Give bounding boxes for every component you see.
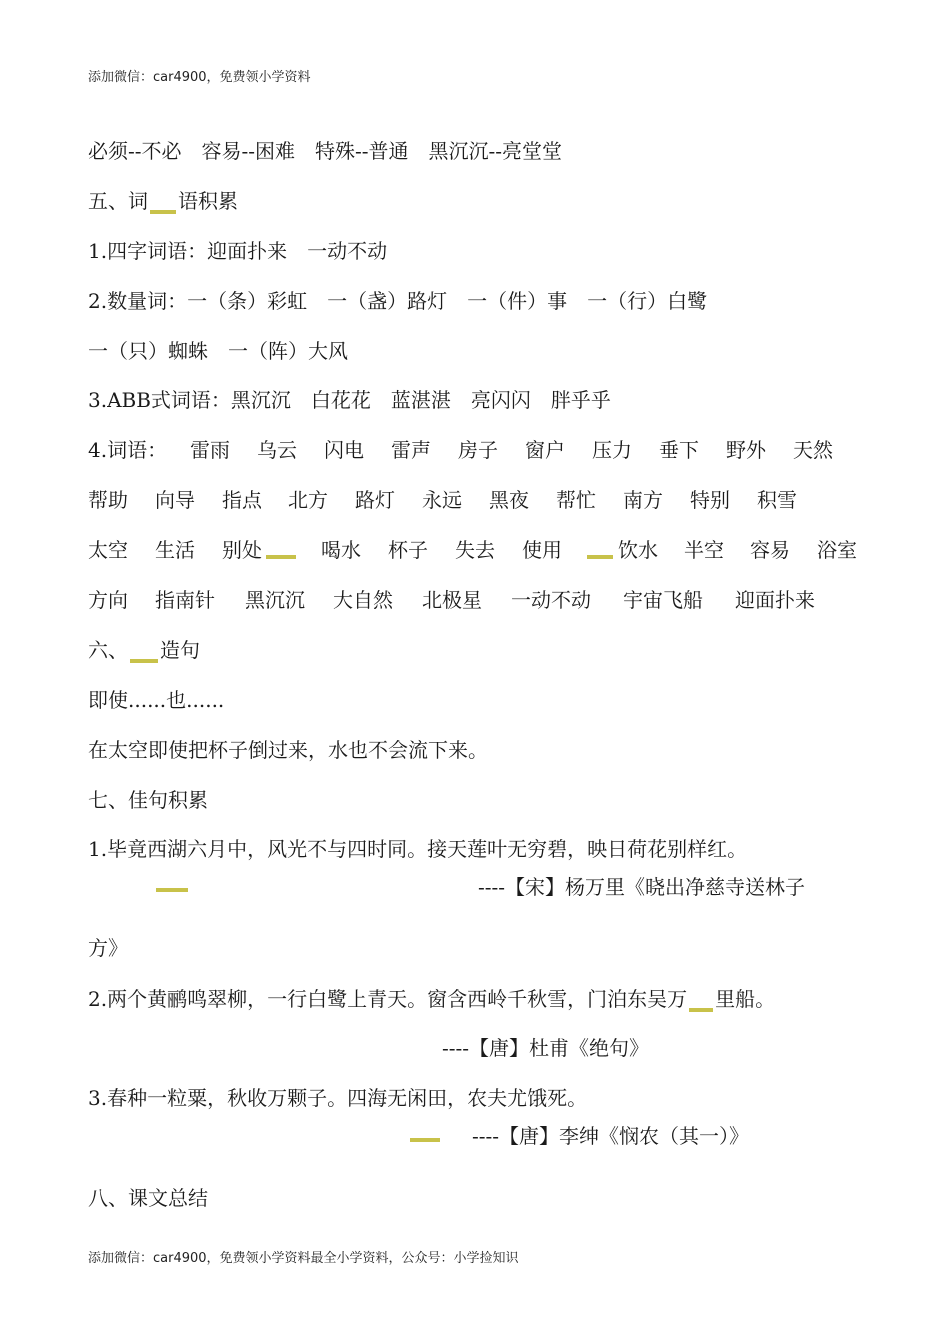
poem-2-a: 2.两个黄鹂鸣翠柳，一行白鹭上青天。窗含西岭千秋雪，门泊东吴万 <box>88 987 688 1011</box>
poem-1-source: ----【宋】杨万里《晓出净慈寺送林子 <box>478 875 806 899</box>
word: 向导 <box>155 488 195 512</box>
word: 指点 <box>222 488 262 512</box>
word: 南方 <box>623 488 663 512</box>
section-7-title: 七、佳句积累 <box>88 788 208 812</box>
word: 使用 <box>522 538 562 562</box>
word: 房子 <box>458 438 498 462</box>
highlight-mark <box>587 555 613 559</box>
poem-1-source-end: 方》 <box>88 936 128 960</box>
word: 容易 <box>750 538 790 562</box>
page-footer: 添加微信：car4900，免费领小学资料最全小学资料，公众号：小学捡知识 <box>88 1251 519 1266</box>
section-5-title-b: 语积累 <box>178 189 238 213</box>
word: 大自然 <box>333 588 393 612</box>
word: 压力 <box>592 438 632 462</box>
word: 太空 <box>88 538 128 562</box>
section-5-title <box>88 187 238 215</box>
words-label: 4.词语： <box>88 438 168 462</box>
word: 半空 <box>684 538 724 562</box>
word: 帮忙 <box>556 488 596 512</box>
word: 乌云 <box>257 438 297 462</box>
section-6-title-b: 造句 <box>160 638 200 662</box>
word: 方向 <box>88 588 128 612</box>
word: 野外 <box>726 438 766 462</box>
highlight-mark <box>150 210 176 214</box>
word: 帮助 <box>88 488 128 512</box>
word: 生活 <box>155 538 195 562</box>
word: 闪电 <box>324 438 364 462</box>
measure-words-2: 一（只）蜘蛛 一（阵）大风 <box>88 339 348 363</box>
word: 宇宙飞船 <box>623 588 703 612</box>
poem-2-source: ----【唐】杜甫《绝句》 <box>442 1036 650 1060</box>
section-8-title: 八、课文总结 <box>88 1186 208 1210</box>
word: 特别 <box>690 488 730 512</box>
highlight-mark <box>266 555 296 559</box>
word: 迎面扑来 <box>735 588 815 612</box>
poem-3-source: ----【唐】李绅《悯农（其一）》 <box>472 1124 750 1148</box>
word: 路灯 <box>355 488 395 512</box>
word: 雷雨 <box>190 438 230 462</box>
word: 指南针 <box>155 588 215 612</box>
sentence-pattern: 即使......也...... <box>88 688 225 712</box>
word: 一动不动 <box>511 588 591 612</box>
word: 杯子 <box>388 538 428 562</box>
highlight-mark <box>156 888 188 892</box>
section-5-title-a: 五、词 <box>88 189 148 213</box>
word: 浴室 <box>817 538 857 562</box>
word: 积雪 <box>757 488 797 512</box>
word: 北方 <box>288 488 328 512</box>
word: 黑沉沉 <box>245 588 305 612</box>
section-6-title <box>88 636 200 664</box>
abb-words: 3.ABB式词语：黑沉沉 白花花 蓝湛湛 亮闪闪 胖乎乎 <box>88 388 611 412</box>
word: 北极星 <box>422 588 482 612</box>
highlight-mark <box>410 1138 440 1142</box>
page-header: 添加微信：car4900，免费领小学资料 <box>88 70 311 85</box>
word: 饮水 <box>618 538 658 562</box>
measure-words-1: 2.数量词：一（条）彩虹 一（盏）路灯 一（件）事 一（行）白鹭 <box>88 289 708 313</box>
antonyms-line: 必须--不必 容易--困难 特殊--普通 黑沉沉--亮堂堂 <box>88 139 563 163</box>
four-char-words: 1.四字词语：迎面扑来 一动不动 <box>88 239 388 263</box>
word: 垂下 <box>659 438 699 462</box>
poem-3: 3.春种一粒粟，秋收万颗子。四海无闲田，农夫尤饿死。 <box>88 1086 588 1110</box>
section-6-title-a: 六、 <box>88 638 128 662</box>
poem-2-b: 里船。 <box>715 987 776 1011</box>
word: 雷声 <box>391 438 431 462</box>
word: 别处 <box>222 538 262 562</box>
word: 永远 <box>422 488 462 512</box>
highlight-mark <box>130 659 158 663</box>
poem-1: 1.毕竟西湖六月中，风光不与四时同。接天莲叶无穷碧，映日荷花别样红。 <box>88 837 748 861</box>
word: 窗户 <box>525 438 565 462</box>
example-sentence: 在太空即使把杯子倒过来，水也不会流下来。 <box>88 738 488 762</box>
highlight-mark <box>689 1008 713 1012</box>
poem-2 <box>88 985 775 1013</box>
word: 黑夜 <box>489 488 529 512</box>
word: 天然 <box>793 438 833 462</box>
word: 失去 <box>455 538 495 562</box>
word: 喝水 <box>321 538 361 562</box>
